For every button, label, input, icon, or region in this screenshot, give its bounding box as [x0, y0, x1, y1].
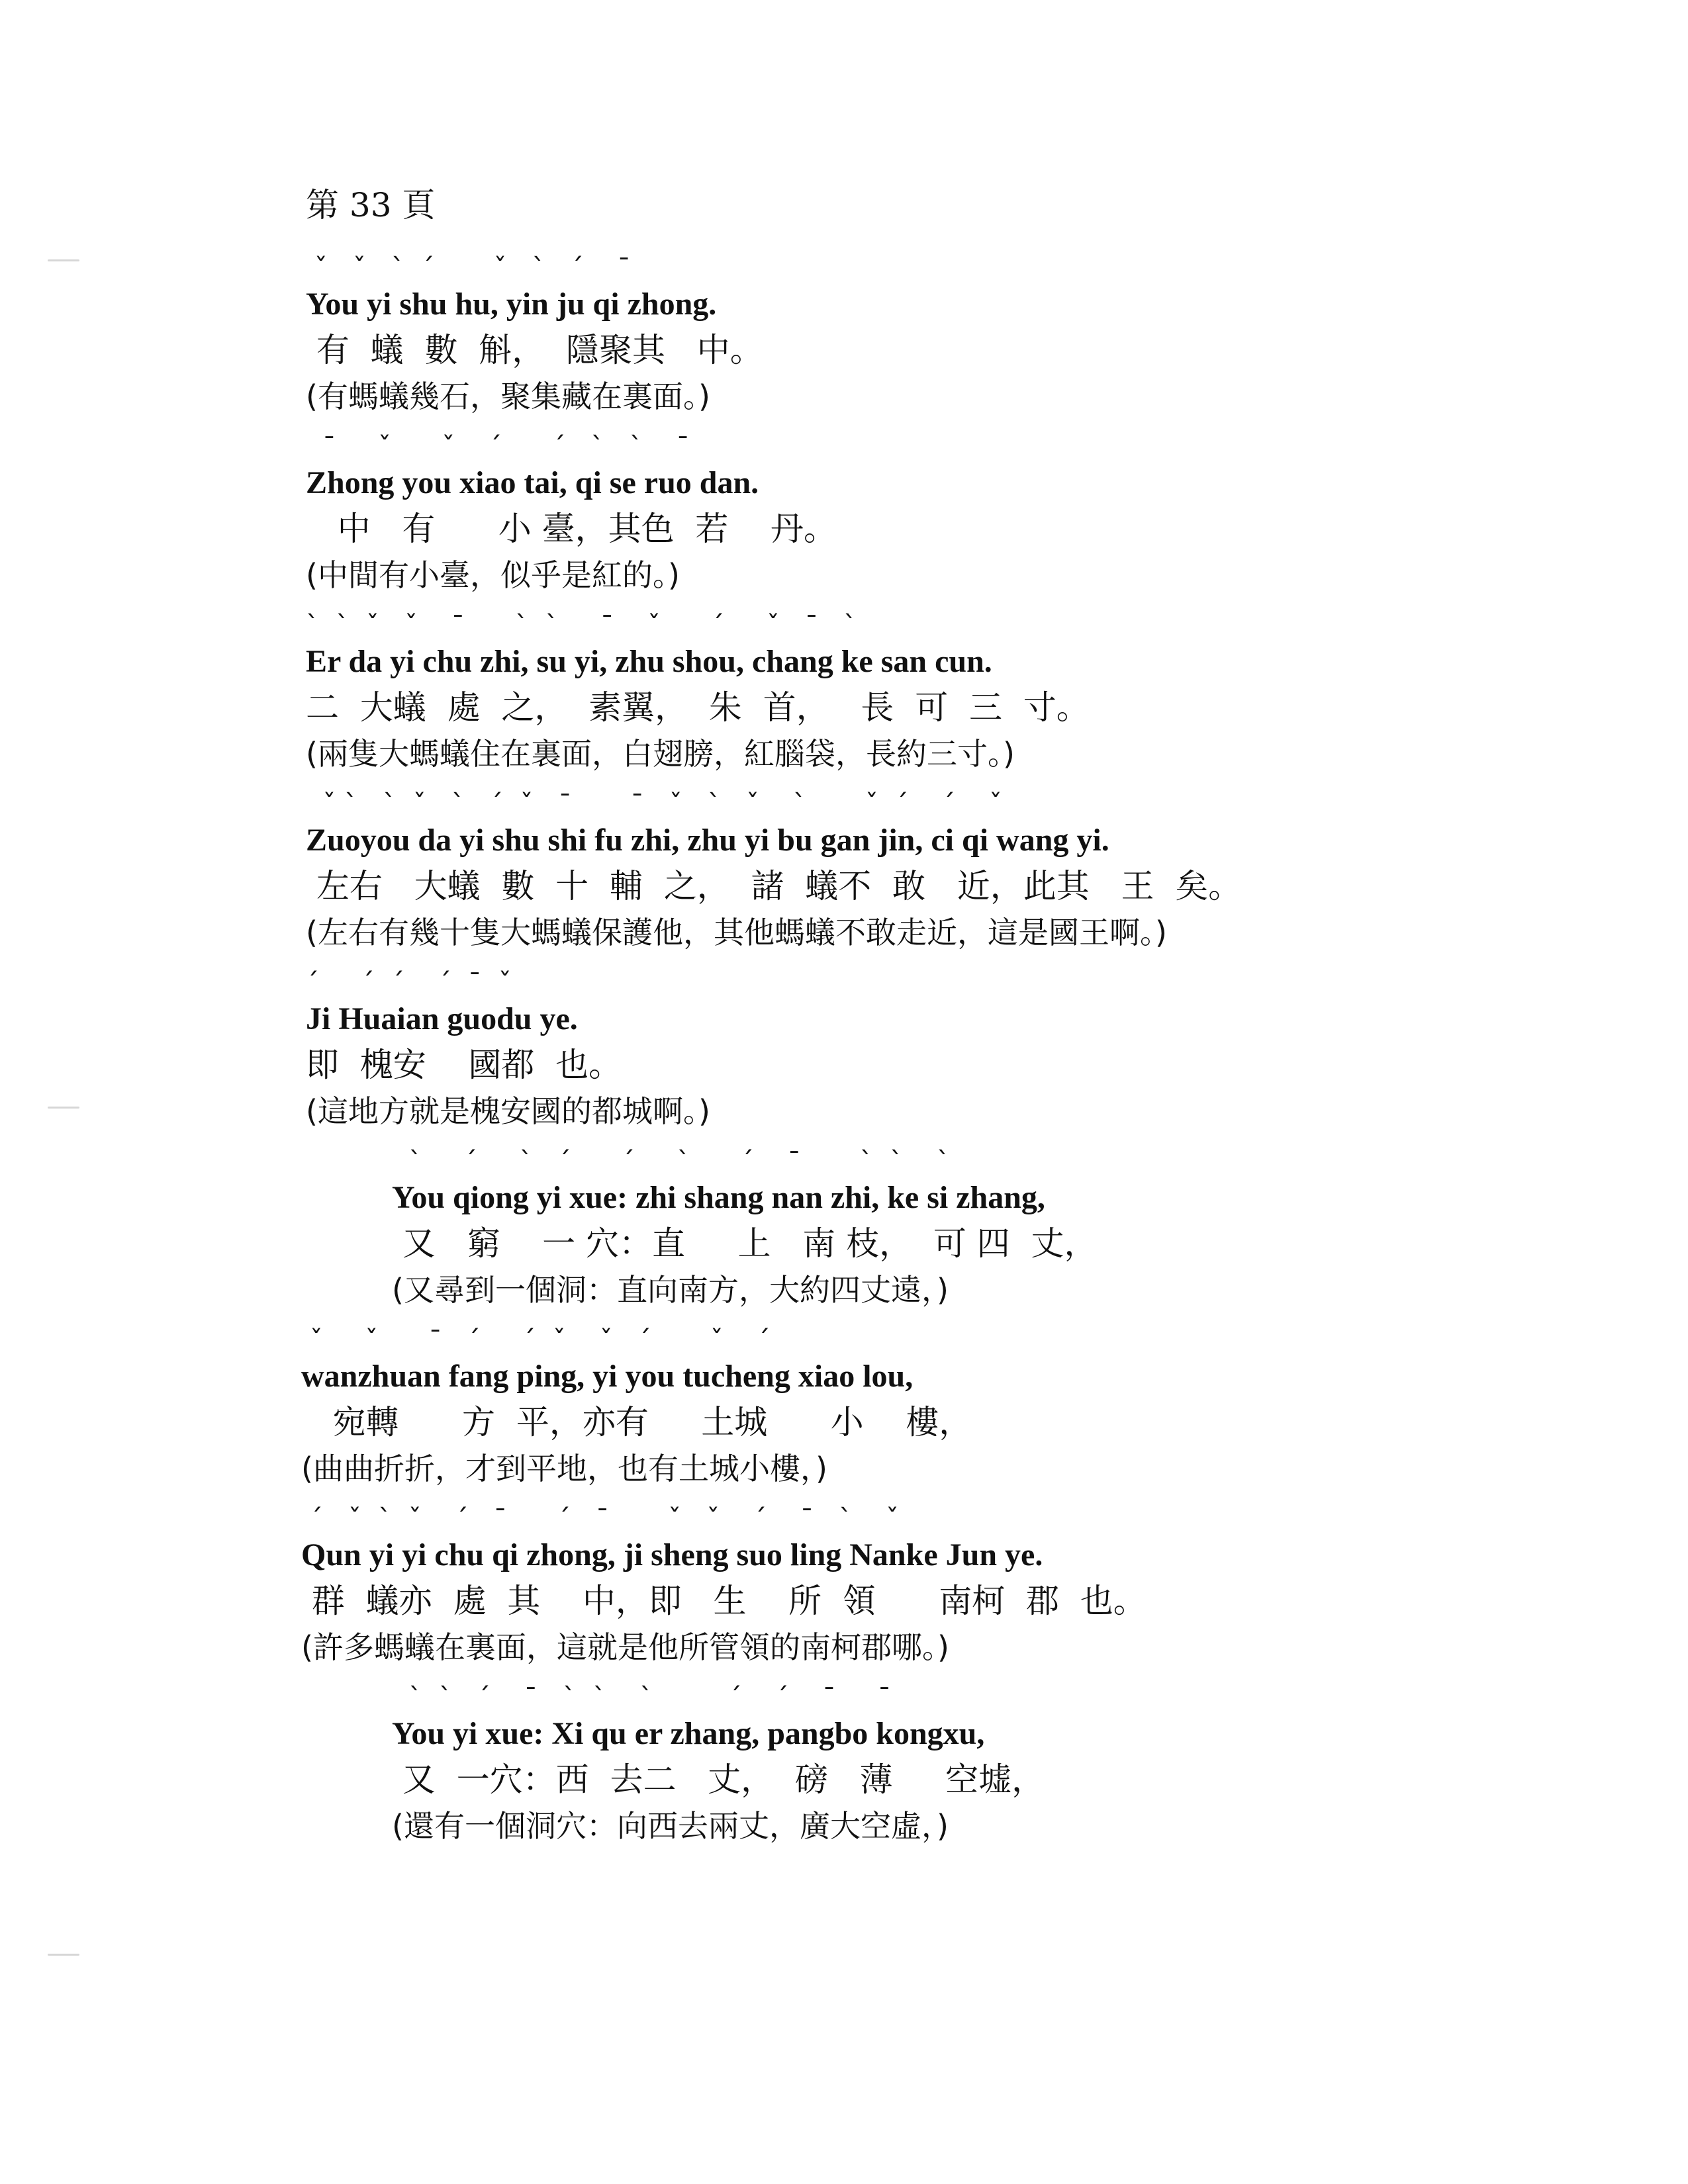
modern-translation-line: (兩隻大螞蟻住在裏面，白翅膀，紅腦袋，長約三寸。)	[306, 736, 1015, 772]
tone-marks: ˊ ˊ ˊ ˊ ˉ ˇ	[306, 968, 512, 999]
classical-chinese-line: 即 槐安 國都 也。	[306, 1046, 622, 1084]
romanization-line: You yi shu hu, yin ju qi zhong.	[306, 287, 717, 322]
scan-margin-mark	[48, 1954, 79, 1956]
stanza-4	[306, 789, 1241, 954]
classical-chinese-line: 中 有 小 臺，其色 若 丹。	[306, 510, 837, 548]
page-title: 第 33 頁	[306, 186, 436, 224]
modern-translation-line: (有螞蟻幾石，聚集藏在裏面。)	[306, 379, 710, 414]
modern-translation-line: (還有一個洞穴：向西去兩丈，廣大空虛，)	[392, 1808, 949, 1844]
scan-margin-mark	[48, 259, 79, 261]
stanza-5	[306, 968, 710, 1133]
modern-translation-line: (曲曲折折，才到平地，也有土城小樓，)	[301, 1451, 827, 1486]
romanization-line: Zuoyou da yi shu shi fu zhi, zhu yi bu gan jin, ci qi wang yi.	[306, 823, 1109, 858]
modern-translation-line: (左右有幾十隻大螞蟻保護他，其他螞蟻不敢走近，這是國王啊。)	[306, 915, 1167, 950]
classical-chinese-line: 群 蟻亦 處 其 中，即 生 所 領 南柯 郡 也。	[301, 1582, 1147, 1620]
tone-marks: ˇ ˇ ˉ ˊ ˊ ˇ ˇ ˊ ˇ ˊ	[301, 1326, 771, 1356]
classical-chinese-line: 有 蟻 數 斛， 隱聚其 中。	[306, 331, 763, 369]
tone-marks: ˇ ˋ ˋ ˇ ˋ ˊ ˇ ˉ ˉ ˇ ˋ ˇ ˋ ˇ ˊ ˊ ˇ	[306, 790, 1003, 820]
tone-marks: ˇ ˇ ˋ ˊ ˇ ˋ ˊ ˉ	[306, 253, 631, 284]
stanza-1	[306, 253, 763, 418]
stanza-3	[306, 610, 1090, 776]
classical-chinese-line: 宛轉 方 平，亦有 土城 小 樓，	[301, 1403, 972, 1441]
romanization-line: You qiong yi xue: zhi shang nan zhi, ke si zhang,	[392, 1180, 1045, 1215]
romanization-line: Er da yi chu zhi, su yi, zhu shou, chang ke san cun.	[306, 644, 992, 679]
tone-marks: ˉ ˇ ˇ ˊ ˊ ˋ ˋ ˉ	[306, 432, 690, 463]
tone-marks: ˋ ˋ ˇ ˇ ˉ ˋ ˋ ˉ ˇ ˊ ˇ ˉ ˋ	[306, 611, 857, 641]
stanza-9-indented	[392, 1682, 1045, 1848]
romanization-line: wanzhuan fang ping, yi you tucheng xiao lou,	[301, 1359, 914, 1394]
romanization-line: You yi xue: Xi qu er zhang, pangbo kongxu,	[392, 1716, 985, 1751]
stanza-8	[301, 1504, 1147, 1669]
modern-translation-line: (這地方就是槐安國的都城啊。)	[306, 1093, 710, 1129]
romanization-line: Ji Huaian guodu ye.	[306, 1001, 578, 1036]
modern-translation-line: (許多螞蟻在裏面，這就是他所管領的南柯郡哪。)	[301, 1629, 949, 1665]
stanza-7	[301, 1325, 972, 1490]
romanization-line: Zhong you xiao tai, qi se ruo dan.	[306, 465, 759, 500]
stanza-6-indented	[392, 1146, 1098, 1312]
classical-chinese-line: 又 一穴：西 去二 丈， 磅 薄 空墟，	[392, 1760, 1045, 1799]
tone-marks: ˋ ˋ ˊ ˉ ˋ ˋ ˋ ˊ ˊ ˉ ˉ	[392, 1683, 892, 1713]
tone-marks: ˋ ˊ ˋ ˊ ˊ ˋ ˊ ˉ ˋ ˋ ˋ	[392, 1147, 951, 1177]
classical-chinese-line: 又 窮 一 穴：直 上 南 枝， 可 四 丈，	[392, 1224, 1098, 1263]
modern-translation-line: (中間有小臺，似乎是紅的。)	[306, 557, 680, 593]
romanization-line: Qun yi yi chu qi zhong, ji sheng suo ling Nanke Jun ye.	[301, 1537, 1043, 1572]
tone-marks: ˊ ˇ ˋ ˇ ˊ ˉ ˊ ˉ ˇ ˇ ˊ ˉ ˋ ˇ	[301, 1504, 900, 1535]
modern-translation-line: (又尋到一個洞：直向南方，大約四丈遠，)	[392, 1272, 949, 1308]
stanza-2	[306, 432, 837, 597]
scan-margin-mark	[48, 1107, 79, 1109]
classical-chinese-line: 二 大蟻 處 之， 素翼， 朱 首， 長 可 三 寸。	[306, 688, 1090, 727]
classical-chinese-line: 左右 大蟻 數 十 輔 之， 諸 蟻不 敢 近，此其 王 矣。	[306, 867, 1242, 905]
